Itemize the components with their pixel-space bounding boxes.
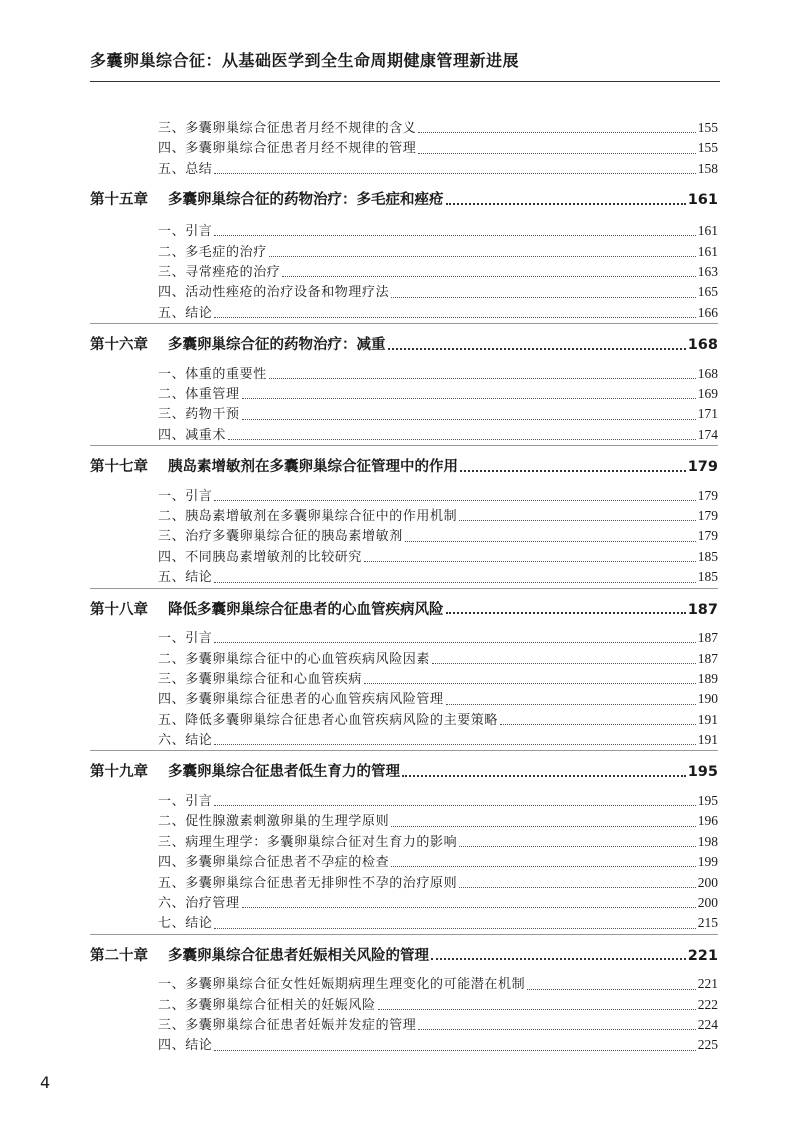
dot-leader [460, 455, 686, 472]
toc-section-entry [90, 486, 718, 506]
dot-leader [500, 711, 696, 725]
dot-leader [391, 284, 696, 298]
dot-leader [214, 731, 695, 745]
toc-page-number: 171 [697, 406, 718, 422]
toc-page-number: 155 [697, 140, 718, 156]
toc-page-number: 195 [697, 792, 718, 808]
toc-section-label: 三、治疗多囊卵巢综合征的胰岛素增敏剂 [158, 529, 403, 545]
toc-page-number: 163 [697, 263, 718, 279]
toc-section-entry [90, 303, 718, 323]
toc-page-number: 191 [697, 732, 718, 748]
chapter-title: 多囊卵巢综合征的药物治疗：多毛症和痤疮 [168, 192, 444, 209]
toc-section-entry [90, 669, 718, 689]
toc-page-number: 195 [687, 764, 718, 781]
toc-section-label: 二、多囊卵巢综合征相关的妊娠风险 [158, 997, 376, 1013]
toc-section-label: 四、多囊卵巢综合征患者月经不规律的管理 [158, 141, 417, 157]
toc-section-label: 一、引言 [158, 631, 213, 647]
toc-section-entry [90, 262, 718, 282]
toc-page-number: 168 [697, 365, 718, 381]
toc-section-label: 二、促性腺激素刺激卵巢的生理学原则 [158, 814, 390, 830]
toc-section-entry [90, 364, 718, 384]
toc-section-entry [90, 628, 718, 648]
toc-section-entry [90, 893, 718, 913]
toc-section-label: 一、多囊卵巢综合征女性妊娠期病理生理变化的可能潜在机制 [158, 977, 526, 993]
toc-page-number: 189 [697, 670, 718, 686]
toc-section-label: 三、药物干预 [158, 407, 240, 423]
dot-leader [214, 222, 695, 236]
chapter-number: 第十七章 [90, 459, 148, 476]
toc-page-number: 185 [697, 548, 718, 564]
toc-page-number: 155 [697, 120, 718, 135]
toc-section-entry [90, 547, 718, 567]
toc-page-number: 179 [697, 487, 718, 503]
dot-leader [459, 874, 696, 888]
dot-leader [418, 1016, 695, 1030]
chapter-title: 多囊卵巢综合征患者妊娠相关风险的管理 [168, 947, 429, 964]
toc-section-label: 四、多囊卵巢综合征患者不孕症的检查 [158, 855, 390, 871]
toc-page-number: 198 [697, 833, 718, 849]
toc-section-label: 三、病理生理学：多囊卵巢综合征对生育力的影响 [158, 834, 458, 850]
dot-leader [214, 792, 695, 806]
toc-page-number: 161 [697, 223, 718, 239]
toc-page-number: 179 [687, 459, 718, 476]
dot-leader [446, 598, 686, 615]
page-number: 4 [40, 1073, 51, 1092]
toc-section-entry [90, 1015, 718, 1035]
toc-section-entry [90, 506, 718, 526]
toc-section-entry [90, 567, 718, 587]
toc-page-number: 158 [697, 160, 718, 176]
dot-leader [446, 691, 696, 705]
chapter-title: 多囊卵巢综合征的药物治疗：减重 [168, 337, 386, 354]
toc-chapter-entry [90, 179, 718, 221]
chapter-number: 第十五章 [90, 192, 148, 209]
dot-leader [214, 160, 695, 174]
dot-leader [391, 853, 696, 867]
toc-section-label: 七、结论 [158, 916, 213, 932]
chapter-title: 降低多囊卵巢综合征患者的心血管疾病风险 [168, 601, 444, 618]
toc-page-number: 169 [697, 386, 718, 402]
toc-section-label: 四、结论 [158, 1038, 213, 1054]
toc-page-number: 179 [697, 508, 718, 524]
toc-section-label: 四、活动性痤疮的治疗设备和物理疗法 [158, 285, 390, 301]
dot-leader [378, 996, 696, 1010]
toc-chapter-entry [90, 324, 718, 364]
toc-page-number: 200 [697, 894, 718, 910]
toc-page-number: 221 [697, 976, 718, 992]
chapter-number: 第二十章 [90, 947, 148, 964]
chapter-number: 第十八章 [90, 601, 148, 618]
toc-section-label: 二、多囊卵巢综合征中的心血管疾病风险因素 [158, 651, 431, 667]
dot-leader [418, 119, 695, 133]
toc-section-label: 三、多囊卵巢综合征患者月经不规律的含义 [158, 121, 417, 136]
toc-section-label: 一、引言 [158, 793, 213, 809]
dot-leader [214, 304, 695, 318]
toc-chapter-entry [90, 751, 718, 791]
dot-leader [388, 333, 686, 350]
toc-section-label: 五、降低多囊卵巢综合征患者心血管疾病风险的主要策略 [158, 712, 499, 728]
toc-page-number: 187 [697, 630, 718, 646]
dot-leader [527, 976, 696, 990]
toc-section-entry [90, 730, 718, 750]
toc-page-number: 222 [697, 996, 718, 1012]
toc-page-number: 191 [697, 711, 718, 727]
toc-section-label: 一、体重的重要性 [158, 366, 267, 382]
toc-section-label: 四、减重术 [158, 427, 227, 443]
toc-section-entry [90, 791, 718, 811]
toc-section-label: 四、多囊卵巢综合征患者的心血管疾病风险管理 [158, 692, 444, 708]
dot-leader [432, 650, 696, 664]
dot-leader [214, 629, 695, 643]
dot-leader [431, 944, 686, 961]
toc-section-entry [90, 832, 718, 852]
toc-page-number: 168 [687, 337, 718, 354]
toc-section-entry [90, 242, 718, 262]
toc-page-number: 190 [697, 691, 718, 707]
dot-leader [228, 426, 696, 440]
toc-section-label: 五、多囊卵巢综合征患者无排卵性不孕的治疗原则 [158, 875, 458, 891]
dot-leader [214, 915, 695, 929]
toc-section-entry [90, 404, 718, 424]
toc-section-label: 二、体重管理 [158, 387, 240, 403]
dot-leader [242, 385, 696, 399]
toc-section-label: 一、引言 [158, 224, 213, 240]
dot-leader [282, 263, 695, 277]
toc-page-number: 166 [697, 304, 718, 320]
toc-section-label: 一、引言 [158, 488, 213, 504]
toc-section-entry [90, 852, 718, 872]
toc-section-label: 四、不同胰岛素增敏剂的比较研究 [158, 549, 363, 565]
chapter-number: 第十六章 [90, 337, 148, 354]
dot-leader [269, 243, 696, 257]
chapter-number: 第十九章 [90, 764, 148, 781]
toc-page-number: 185 [697, 569, 718, 585]
dot-leader [459, 833, 696, 847]
toc-section-label: 二、多毛症的治疗 [158, 244, 267, 260]
toc-page-number: 165 [697, 284, 718, 300]
dot-leader [242, 894, 696, 908]
toc-section-entry [90, 282, 718, 302]
toc-section-entry [90, 384, 718, 404]
dot-leader [364, 548, 696, 562]
dot-leader [242, 406, 696, 420]
toc-page-number: 161 [687, 192, 718, 209]
toc-chapter-entry [90, 589, 718, 629]
toc-section-entry [90, 913, 718, 933]
toc-section-entry [90, 974, 718, 994]
dot-leader [214, 487, 695, 501]
toc-page-number: 215 [697, 915, 718, 931]
toc-section-entry [90, 138, 718, 158]
toc-section-label: 二、胰岛素增敏剂在多囊卵巢综合征中的作用机制 [158, 509, 458, 525]
dot-leader [402, 761, 686, 778]
toc-section-label: 六、结论 [158, 733, 213, 749]
toc-section-entry [90, 1035, 718, 1055]
toc-chapter-entry [90, 935, 718, 975]
toc-section-label: 六、治疗管理 [158, 895, 240, 911]
toc-section-entry [90, 159, 718, 179]
toc-section-entry [90, 811, 718, 831]
dot-leader [418, 140, 695, 154]
toc-section-entry [90, 689, 718, 709]
chapter-title: 胰岛素增敏剂在多囊卵巢综合征管理中的作用 [168, 459, 458, 476]
toc-page-number: 174 [697, 426, 718, 442]
dot-leader [269, 365, 696, 379]
toc-page-number: 179 [697, 528, 718, 544]
toc-section-entry [90, 995, 718, 1015]
dot-leader [405, 528, 696, 542]
dot-leader [446, 188, 686, 205]
toc-section-label: 五、结论 [158, 570, 213, 586]
toc-section-entry [90, 873, 718, 893]
dot-leader [364, 670, 696, 684]
toc-section-label: 三、寻常痤疮的治疗 [158, 264, 281, 280]
toc-section-entry [90, 710, 718, 730]
toc-section-entry [90, 649, 718, 669]
toc-page-number: 187 [687, 601, 718, 618]
toc-chapter-entry [90, 446, 718, 486]
chapter-title: 多囊卵巢综合征患者低生育力的管理 [168, 764, 400, 781]
toc-section-entry [90, 118, 718, 138]
toc-page-number: 224 [697, 1017, 718, 1032]
table-of-contents [90, 118, 718, 1056]
toc-page-number: 161 [697, 243, 718, 259]
running-header: 多囊卵巢综合征：从基础医学到全生命周期健康管理新进展 [90, 51, 520, 70]
toc-section-label: 五、结论 [158, 305, 213, 321]
toc-page-number: 196 [697, 813, 718, 829]
toc-section-label: 三、多囊卵巢综合征和心血管疾病 [158, 671, 363, 687]
toc-page-number: 200 [697, 874, 718, 890]
toc-section-entry [90, 526, 718, 546]
dot-leader [459, 507, 696, 521]
toc-section-label: 三、多囊卵巢综合征患者妊娠并发症的管理 [158, 1018, 417, 1033]
toc-section-entry [90, 221, 718, 241]
header-rule [90, 81, 720, 82]
toc-page-number: 187 [697, 650, 718, 666]
dot-leader [391, 813, 696, 827]
toc-section-label: 五、总结 [158, 161, 213, 177]
dot-leader [214, 1037, 695, 1051]
toc-page-number: 199 [697, 854, 718, 870]
toc-page-number: 221 [687, 947, 718, 964]
dot-leader [214, 569, 695, 583]
toc-section-entry [90, 425, 718, 445]
toc-page-number: 225 [697, 1037, 718, 1053]
